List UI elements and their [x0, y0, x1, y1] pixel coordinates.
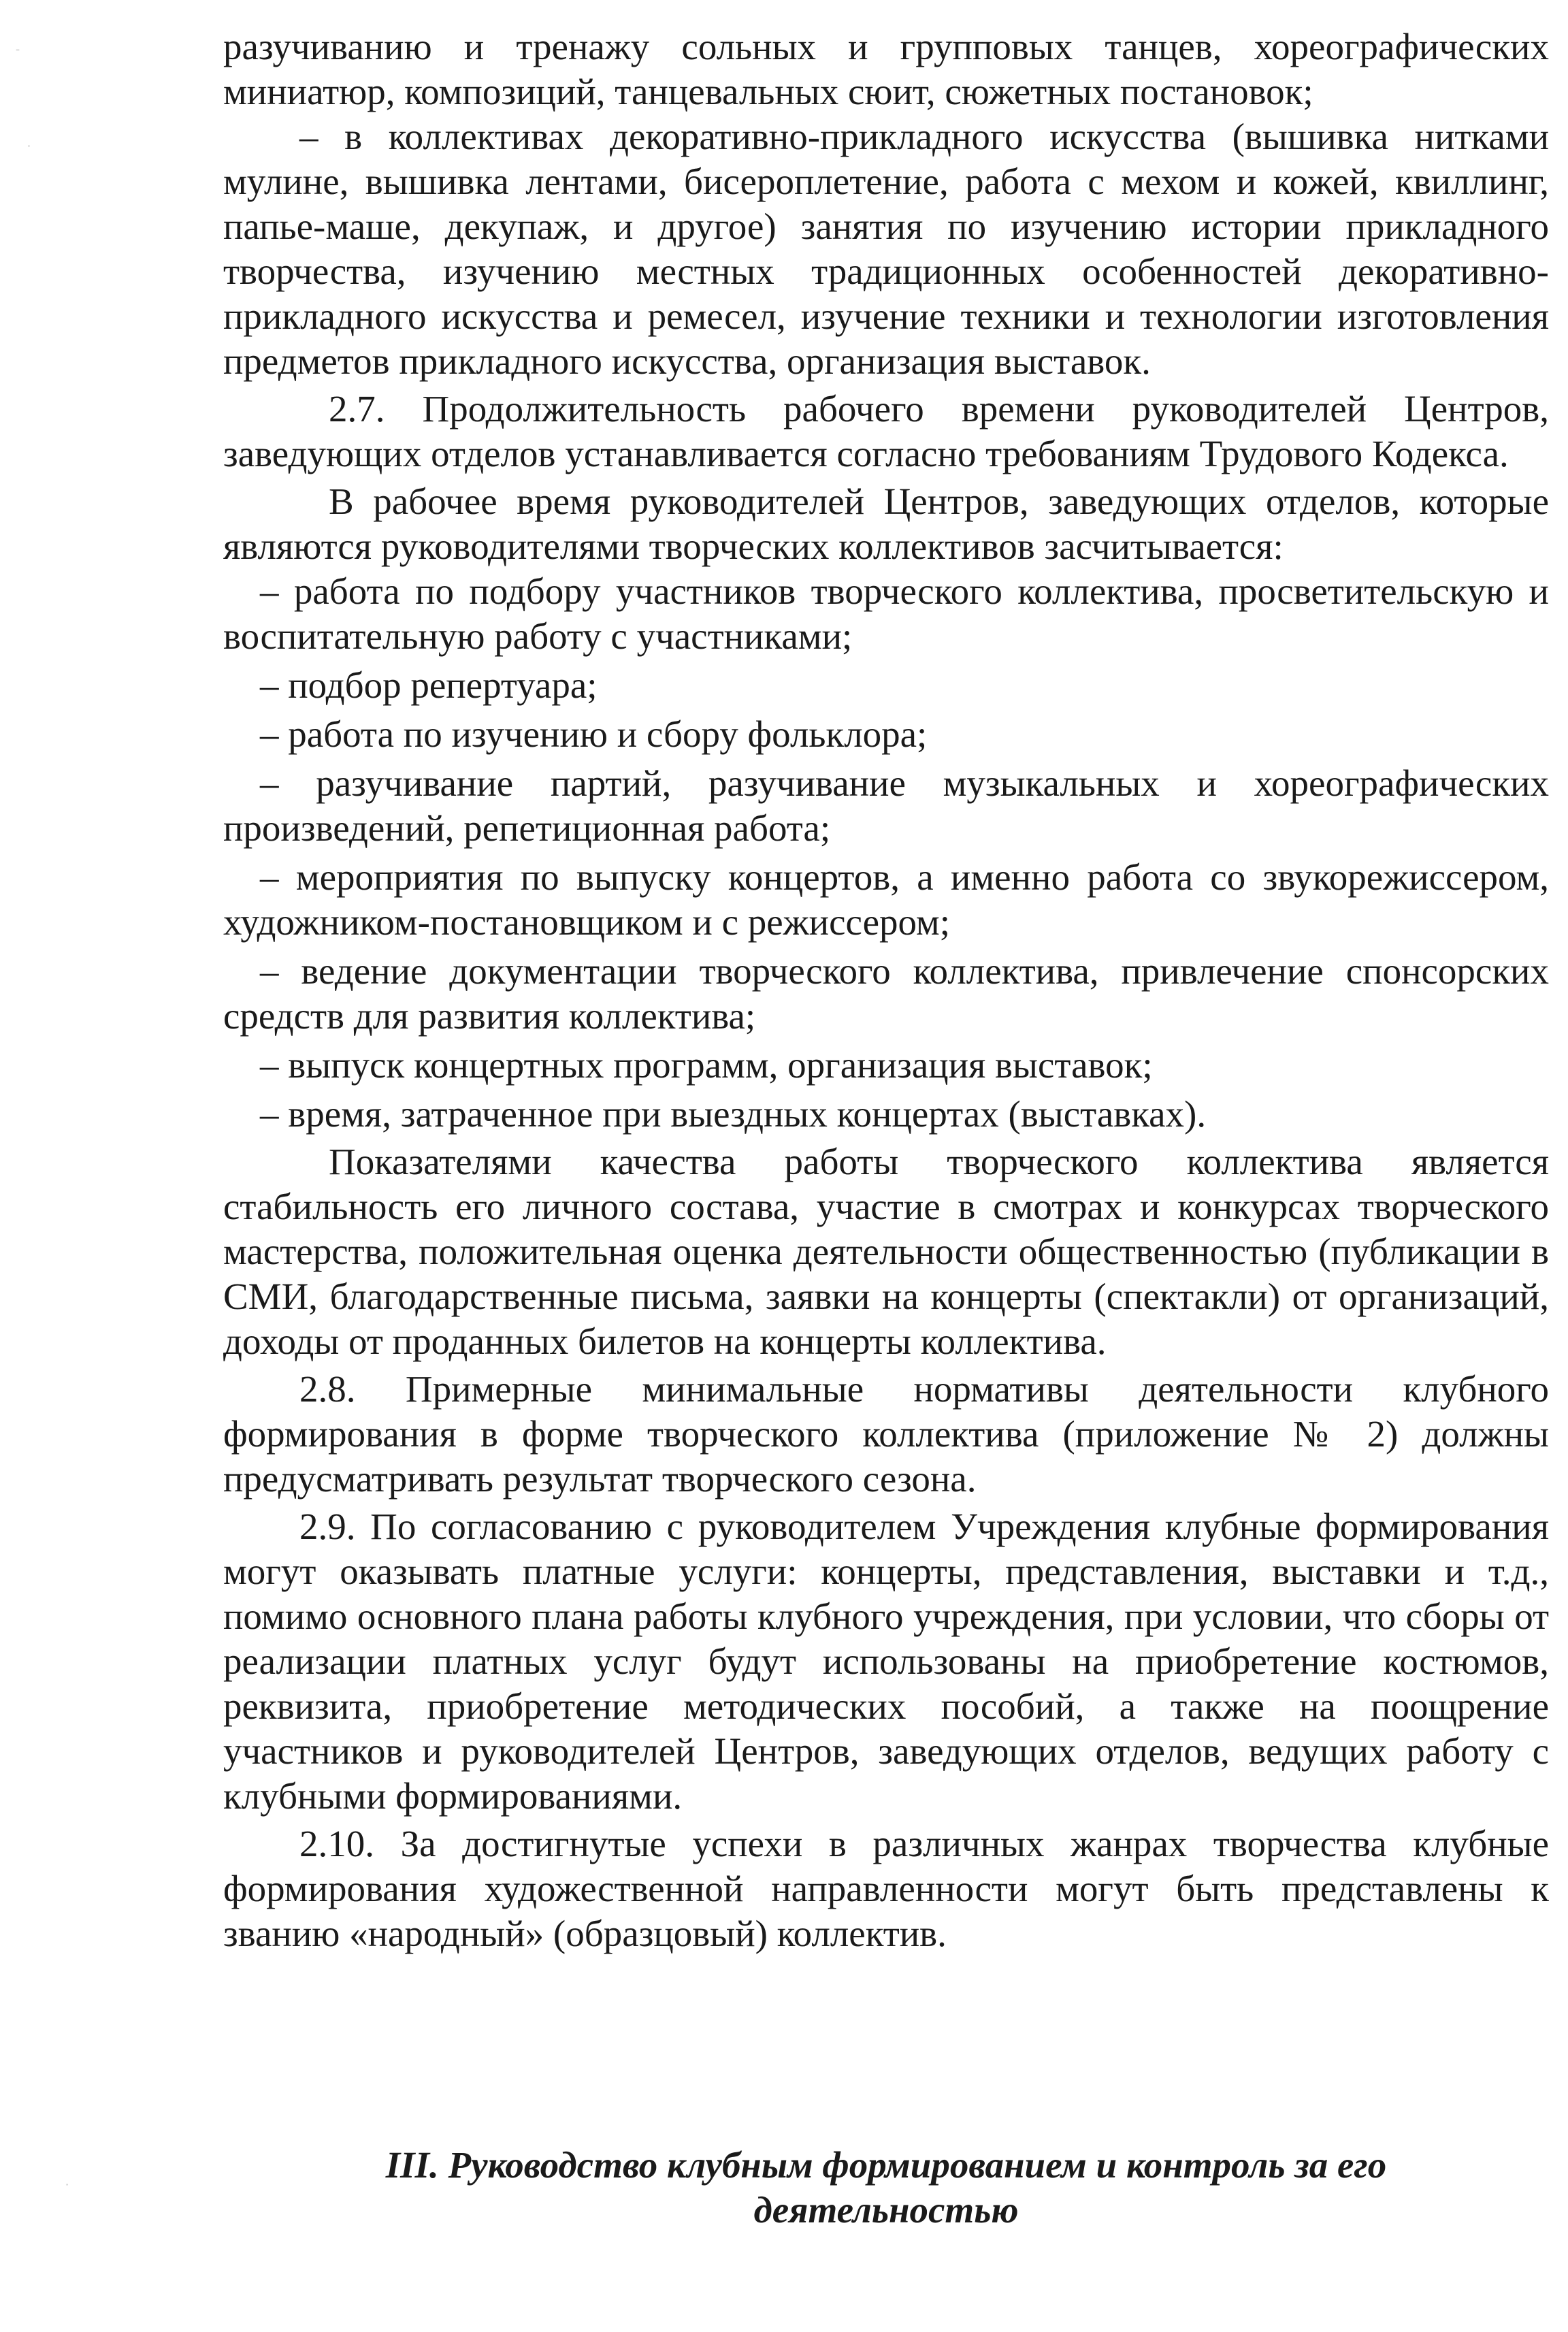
paragraph-2-10: 2.10. За достигнутые успехи в различных жанрах творчества клубные формирования художественной направленности могут быть представлены к званию «народный» (образцовый) коллектив. [223, 1823, 1549, 1954]
list-item: – разучивание партий, разучивание музыкальных и хореографических произведений, репетиционная работа; [223, 762, 1549, 849]
list-item: – мероприятия по выпуску концертов, а именно работа со звукорежиссером, художником-постановщиком и с режиссером; [223, 856, 1549, 943]
paragraph-2-7: 2.7. Продолжительность рабочего времени руководителей Центров, заведующих отделов устанавливается согласно требованиям Трудового Кодекса. [223, 388, 1549, 474]
paragraph-2-8: 2.8. Примерные минимальные нормативы деятельности клубного формирования в форме творческого коллектива (приложение № 2) должны предусматривать результат творческого сезона. [223, 1368, 1549, 1500]
list-item: – работа по изучению и сбору фольклора; [260, 713, 928, 755]
list-item: – работа по подбору участников творческого коллектива, просветительскую и воспитательную работу с участниками; [223, 570, 1549, 657]
paragraph-dance-rehearsal: разучиванию и тренажу сольных и групповых танцев, хореографических миниатюр, композиций, танцевальных сюит, сюжетных постановок; [223, 26, 1549, 112]
scan-speck: · [65, 2178, 69, 2191]
working-time-list [223, 569, 1549, 1137]
list-item: – подбор репертуара; [260, 664, 598, 706]
list-item: – ведение документации творческого коллектива, привлечение спонсорских средств для развития коллектива; [223, 950, 1549, 1037]
list-item: – время, затраченное при выездных концертах (выставках). [260, 1093, 1207, 1135]
scan-speck: ˉ [15, 48, 20, 61]
paragraph-working-time: В рабочее время руководителей Центров, заведующих отделов, которые являются руководителями творческих коллективов засчитывается: [223, 481, 1549, 567]
section-heading-line2: деятельностью [753, 2189, 1019, 2231]
scan-speck: · [27, 140, 31, 152]
list-item: – выпуск концертных программ, организация выставок; [260, 1044, 1153, 1086]
paragraph-quality-indicators: Показателями качества работы творческого коллектива является стабильность его личного состава, участие в смотрах и конкурсах творческого мастерства, положительная оценка деятельности общественностью (публикации в СМИ, благодарственные письма, заявки на концерты (спектакли) от организаций, доходы от проданных билетов на концерты коллектива. [223, 1141, 1549, 1362]
section-heading [223, 2143, 1549, 2233]
paragraph-2-9: 2.9. По согласованию с руководителем Учреждения клубные формирования могут оказывать платные услуги: концерты, представления, выставки и т.д., помимо основного плана работы клубного учреждения, при условии, что сборы от реализации платных услуг будут использованы на приобретение костюмов, реквизита, приобретение методических пособий, а также на поощрение участников и руководителей Центров, заведующих отделов, ведущих работу с клубными формированиями. [223, 1506, 1549, 1817]
document-body [223, 25, 1549, 1956]
paragraph-applied-arts: – в коллективах декоративно-прикладного искусства (вышивка нитками мулине, вышивка лентами, бисероплетение, работа с мехом и кожей, квиллинг, папье-маше, декупаж, и другое) занятия по изучению истории прикладного творчества, изучению местных традиционных особенностей декоративно-прикладного искусства и ремесел, изучение техники и технологии изготовления предметов прикладного искусства, организация выставок. [223, 116, 1549, 382]
section-heading-line1: III. Руководство клубным формированием и контроль за его [385, 2144, 1387, 2186]
